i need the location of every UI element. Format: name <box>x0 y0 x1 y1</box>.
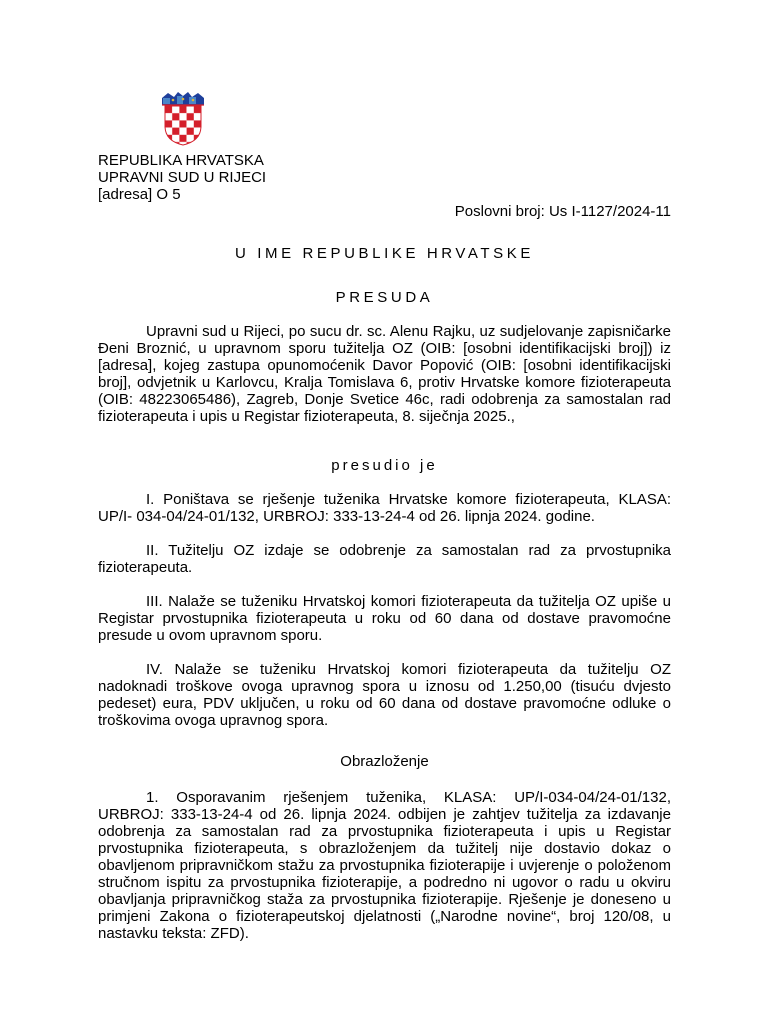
verdict-heading: PRESUDA <box>335 289 434 306</box>
case-number: Poslovni broj: Us I-1127/2024-11 <box>454 203 671 220</box>
point-2: II. Tužitelju OZ izdaje se odobrenje za samostalan rad za prvostupnika fizioterapeuta. <box>98 542 671 576</box>
decided-heading: presudio je <box>331 457 438 474</box>
point-1: I. Poništava se rješenje tuženika Hrvatske komore fizioterapeuta, KLASA: UP/I- 034-04/24-01/132, URBROJ: 333-13-24-4 od 26. lipnja 2024. godine. <box>98 491 671 525</box>
header-country: REPUBLIKA HRVATSKA <box>98 152 264 169</box>
header-address: [adresa] O 5 <box>98 186 181 203</box>
court-header <box>98 152 671 220</box>
reasoning-heading: Obrazloženje <box>340 753 429 770</box>
point-4: IV. Nalaže se tuženiku Hrvatskoj komori fizioterapeuta da tužitelju OZ nadoknadi troškove ovoga upravnog spora u iznosu od 1.250,00 (tisuću dvjesto pedeset) eura, PDV uključen, u roku od 60 dana od dostave pravomoćne odluke o troškovima ovoga upravnog spora. <box>98 661 671 729</box>
header-court: UPRAVNI SUD U RIJECI <box>98 169 267 186</box>
intro-paragraph: Upravni sud u Rijeci, po sucu dr. sc. Alenu Rajku, uz sudjelovanje zapisničarke Đeni Broznić, u upravnom sporu tužitelja OZ (OIB: [osobni identifikacijski broj]) iz [adresa], kojeg zastupa opunomoćenik Davor Popović (OIB: [osobni identifikacijski broj], odvjetnik u Karlovcu, Kralja Tomislava 6, protiv Hrvatske komore fizioterapeuta (OIB: 48223065486), Zagreb, Donje Svetice 46c, radi odobrenja za samostalan rad fizioterapeuta i upis u Registar fizioterapeuta, 8. siječnja 2025., <box>98 323 671 425</box>
in-name-heading: U IME REPUBLIKE HRVATSKE <box>235 245 534 262</box>
coat-of-arms-icon <box>160 92 206 146</box>
reasoning-paragraph-1: 1. Osporavanim rješenjem tuženika, KLASA: UP/I-034-04/24-01/132, URBROJ: 333-13-24-4 od 26. lipnja 2024. odbijen je zahtjev tužitelja za izdavanje odobrenja za samostalan rad za prvostupnika fizioterapeuta i upis u Registar prvostupnika fizioterapeuta, s obrazloženjem da tužitelj nije dostavio dokaz o obavljenom pripravničkom stažu za prvostupnika fizioterapije i uvjerenje o položenom stručnom ispitu za prvostupnika fizioterapije, a podredno ni ugovor o radu u okviru obavljanja pripravničkog staža za prvostupnika fizioterapije. Rješenje je doneseno u primjeni Zakona o fizioterapeutskoj djelatnosti („Narodne novine“, broj 120/08, u nastavku teksta: ZFD). <box>98 789 671 942</box>
point-3: III. Nalaže se tuženiku Hrvatskoj komori fizioterapeuta da tužitelja OZ upiše u Registar prvostupnika fizioterapeuta u roku od 60 dana od dostave pravomoćne presude u ovom upravnom sporu. <box>98 593 671 644</box>
